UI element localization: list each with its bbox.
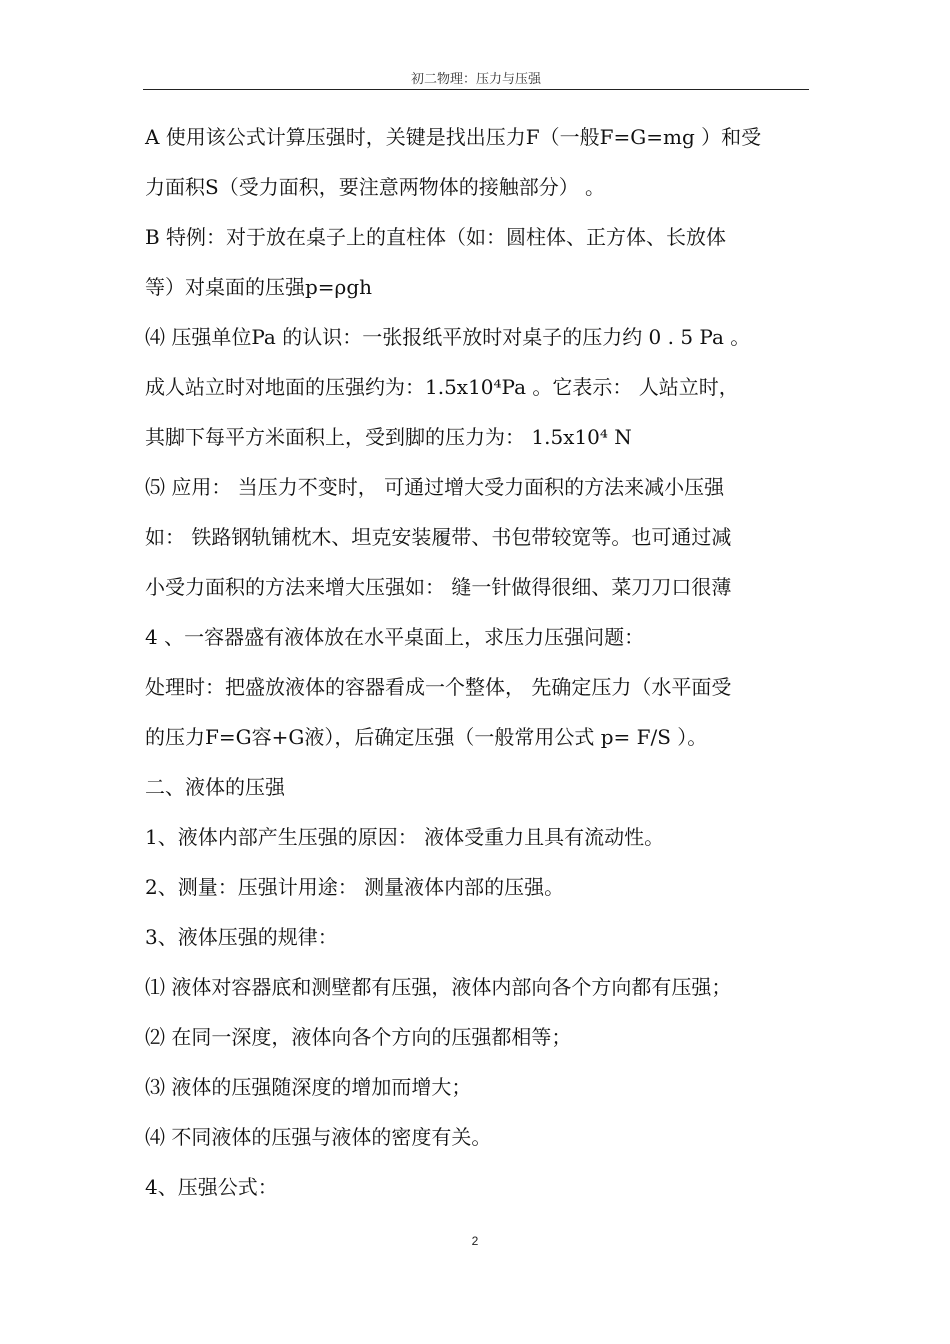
text-line: 4、压强公式：: [145, 1175, 278, 1199]
text-line: ⑴ 液体对容器底和测壁都有压强，液体内部向各个方向都有压强；: [145, 975, 732, 999]
text-line: 成人站立时对地面的压强约为：1.5x10⁴Pa 。它表示： 人站立时，: [145, 375, 739, 399]
text-line: 处理时：把盛放液体的容器看成一个整体， 先确定压力（水平面受: [145, 675, 732, 699]
text-line: ⑸ 应用： 当压力不变时， 可通过增大受力面积的方法来减小压强: [145, 475, 725, 499]
page-number: 2: [471, 1234, 479, 1248]
text-line: 2、测量：压强计用途： 测量液体内部的压强。: [145, 875, 565, 899]
text-line: 1、液体内部产生压强的原因： 液体受重力且具有流动性。: [145, 825, 665, 849]
text-line: 力面积S（受力面积，要注意两物体的接触部分） 。: [145, 175, 606, 199]
header-divider: [143, 89, 809, 90]
text-line: ⑷ 压强单位Pa 的认识：一张报纸平放时对桌子的压力约 0 . 5 Pa 。: [145, 325, 751, 349]
document-body: [145, 114, 815, 1214]
section-heading: 二、液体的压强: [145, 775, 285, 799]
text-line: B 特例：对于放在桌子上的直柱体（如：圆柱体、正方体、长放体: [145, 225, 727, 249]
text-line: 4 、一容器盛有液体放在水平桌面上，求压力压强问题：: [145, 625, 645, 649]
text-line: ⑵ 在同一深度，液体向各个方向的压强都相等；: [145, 1025, 572, 1049]
text-line: 等）对桌面的压强p=ρgh: [145, 275, 373, 299]
text-line: 如： 铁路钢轨铺枕木、坦克安装履带、书包带较宽等。也可通过减: [145, 525, 732, 549]
text-line: 其脚下每平方米面积上，受到脚的压力为： 1.5x10⁴ N: [145, 425, 632, 449]
text-line: ⑷ 不同液体的压强与液体的密度有关。: [145, 1125, 492, 1149]
text-line: ⑶ 液体的压强随深度的增加而增大；: [145, 1075, 472, 1099]
page-header: 初二物理：压力与压强: [410, 72, 541, 87]
text-line: 3、液体压强的规律：: [145, 925, 338, 949]
text-line: 小受力面积的方法来增大压强如： 缝一针做得很细、菜刀刀口很薄: [145, 575, 732, 599]
text-line: A 使用该公式计算压强时，关键是找出压力F（一般F=G=mg ）和受: [145, 125, 762, 149]
text-line: 的压力F=G容+G液），后确定压强（一般常用公式 p= F/S ）。: [145, 725, 708, 749]
